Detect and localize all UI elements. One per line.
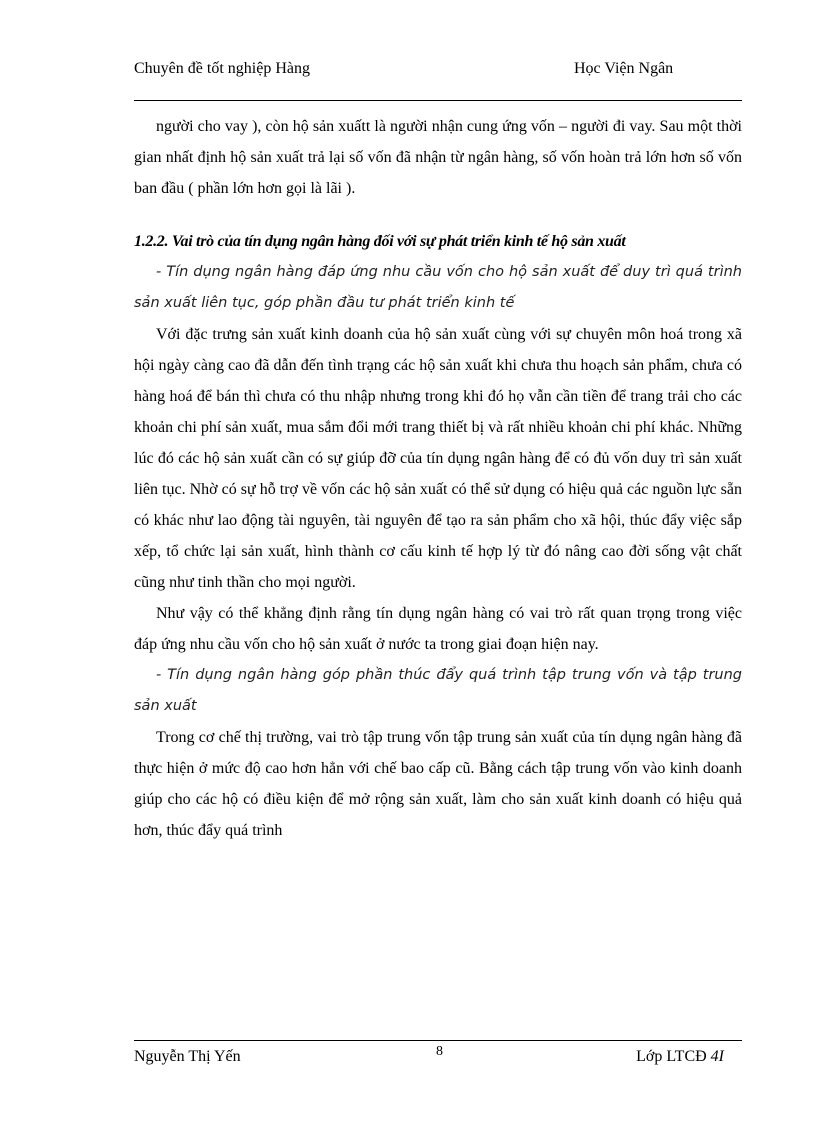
footer-class-suffix: 4I [710, 1048, 724, 1065]
subsection-point-1: - Tín dụng ngân hàng đáp ứng nhu cầu vốn cho hộ sản xuất để duy trì quá trình sản xuất liên tục, góp phần đầu tư phát triển kinh tế [134, 264, 742, 311]
page-header [134, 58, 742, 101]
header-document-type: Chuyên đề tốt nghiệp Hàng [134, 60, 310, 77]
footer-class [636, 1046, 724, 1068]
paragraph-body-2: Như vậy có thể khẳng định rằng tín dụng ngân hàng có vai trò rất quan trọng trong việc đáp ứng nhu cầu vốn cho hộ sản xuất ở nước ta trong giai đoạn hiện nay. [134, 605, 742, 653]
page-number: 8 [436, 1044, 443, 1059]
paragraph-body-3: Trong cơ chế thị trường, vai trò tập trung vốn tập trung sản xuất của tín dụng ngân hàng đã thực hiện ở mức độ cao hơn hẳn với chế bao cấp cũ. Bằng cách tập trung vốn vào kinh doanh giúp cho các hộ có điều kiện để mở rộng sản xuất, làm cho sản xuất kinh doanh có hiệu quả hơn, thúc đẩy quá trình [134, 729, 742, 839]
section-heading: 1.2.2. Vai trò của tín dụng ngân hàng đối với sự phát triển kinh tế hộ sản xuất [134, 233, 626, 250]
header-institution: Học Viện Ngân [574, 60, 674, 77]
paragraph-body-1: Với đặc trưng sản xuất kinh doanh của hộ sản xuất cùng với sự chuyên môn hoá trong xã hội ngày càng cao đã dẫn đến tình trạng các hộ sản xuất khi chưa thu hoạch sản phẩm, chưa có hàng hoá để bán thì chưa có thu nhập nhưng trong khi đó họ vẫn cần tiền để trang trải cho các khoản chi phí sản xuất, mua sắm đổi mới trang thiết bị và rất nhiều khoản chi phí khác. Những lúc đó các hộ sản xuất cần có sự giúp đỡ của tín dụng ngân hàng để có đủ vốn duy trì sản xuất liên tục. Nhờ có sự hỗ trợ về vốn các hộ sản xuất có thể sử dụng có hiệu quả các nguồn lực sẵn có khác như lao động tài nguyên, tài nguyên để tạo ra sản phẩm cho xã hội, thúc đẩy việc sắp xếp, tổ chức lại sản xuất, hình thành cơ cấu kinh tế hợp lý từ đó nâng cao đời sống vật chất cũng như tinh thần cho mọi người. [134, 326, 742, 591]
page-body [134, 111, 742, 846]
footer-class-prefix: Lớp LTCĐ [636, 1048, 711, 1065]
paragraph-intro: người cho vay ), còn hộ sản xuấtt là người nhận cung ứng vốn – người đi vay. Sau một thời gian nhất định hộ sản xuất trả lại số vốn đã nhận từ ngân hàng, số vốn hoàn trả lớn hơn số vốn ban đầu ( phần lớn hơn gọi là lãi ). [134, 118, 742, 197]
subsection-point-2: - Tín dụng ngân hàng góp phần thúc đẩy quá trình tập trung vốn và tập trung sản xuất [134, 667, 742, 714]
page-footer [134, 1040, 742, 1065]
footer-author: Nguyễn Thị Yến [134, 1048, 241, 1065]
